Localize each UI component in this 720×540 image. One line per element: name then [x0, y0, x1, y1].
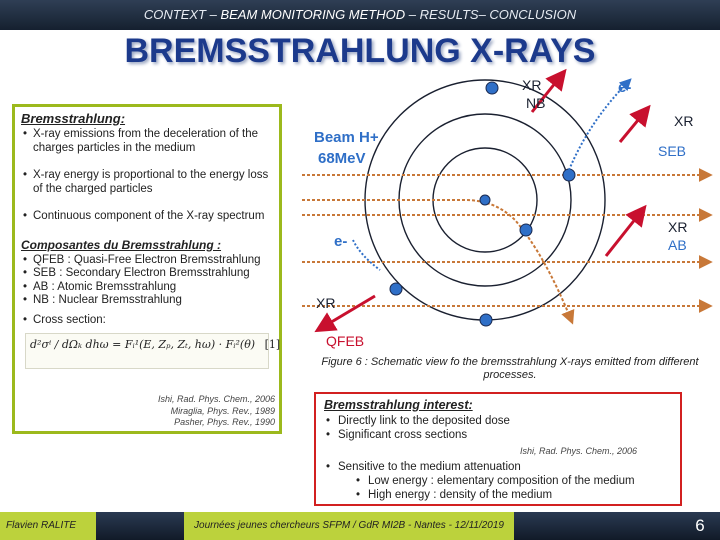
definition-item: • X-ray emissions from the deceleration of the charges particles in the medium: [33, 128, 273, 155]
nucleus: [480, 195, 490, 205]
nav-remaining: – RESULTS– CONCLUSION: [405, 7, 577, 22]
references: [120, 394, 275, 429]
electron: [486, 82, 498, 94]
electron: [520, 224, 532, 236]
slide-title: BREMSSTRAHLUNG X-RAYS: [124, 32, 596, 70]
energy-list: [21, 169, 273, 196]
component-item: • QFEB : Quasi-Free Electron Bremsstrahlung: [33, 254, 273, 268]
interest-reference: Ishi, Rad. Phys. Chem., 2006: [520, 446, 638, 456]
electrons: [390, 82, 575, 326]
label-xr-qfeb: XR: [316, 295, 336, 311]
definition-item: • Continuous component of the X-ray spectrum: [33, 210, 273, 224]
interest-item: • Sensitive to the medium attenuation: [324, 460, 672, 474]
nav-context: CONTEXT –: [143, 7, 221, 22]
label-electron-top: e-: [618, 79, 632, 96]
electron: [563, 169, 575, 181]
cross-section-formula: [25, 333, 281, 369]
spectrum-list: [21, 210, 273, 224]
xray-seb-arrow: [620, 108, 648, 142]
cross-section-label: • Cross section:: [33, 314, 273, 328]
formula-ref: [1]: [264, 338, 281, 351]
panel-heading: Bremsstrahlung:: [21, 111, 126, 126]
label-beam: Beam H+: [314, 129, 379, 146]
component-item: • AB : Atomic Bremsstrahlung: [33, 281, 273, 295]
label-xr-nb: XR: [522, 77, 542, 93]
bremsstrahlung-diagram: [290, 60, 720, 360]
formula-lhs: d²σⁱ / dΩₖ dhω: [30, 338, 109, 351]
reference-line: Pasher, Phys. Rev., 1990: [174, 417, 275, 427]
electron: [480, 314, 492, 326]
formula-rhs: = Fᵢ¹(E, Zₚ, Zₜ, hω) · Fᵢ²(θ): [112, 338, 256, 351]
definition-item: • X-ray energy is proportional to the energy loss of the charged particles: [33, 169, 273, 196]
electron: [390, 283, 402, 295]
electron-path-mid: [353, 240, 380, 270]
component-item: • SEB : Secondary Electron Bremsstrahlung: [33, 267, 273, 281]
label-xr-ab: XR: [668, 219, 688, 235]
components-heading: Composantes du Bremsstrahlung :: [21, 237, 222, 252]
page-number: 6: [695, 516, 705, 535]
component-item: • NB : Nuclear Bremsstrahlung: [33, 294, 273, 308]
label-seb: SEB: [658, 143, 687, 159]
bremsstrahlung-panel: [12, 104, 282, 434]
nav-current-section: BEAM MONITORING METHOD: [220, 7, 406, 22]
interest-item: • Significant cross sections: [324, 428, 672, 442]
footer-author: Flavien RALITE: [0, 512, 96, 540]
interest-subitem: • High energy : density of the medium: [324, 488, 672, 502]
interest-heading: Bremsstrahlung interest:: [324, 398, 473, 412]
figure-caption: Figure 6 : Schematic view fo the bremsstrahlung X-rays emitted from different processes.: [321, 356, 699, 381]
label-nb: NB: [526, 95, 546, 111]
definition-list: [21, 128, 273, 155]
label-ab: AB: [668, 237, 687, 253]
proton-tracks: [302, 175, 710, 322]
label-beam-energy: 68MeV: [318, 150, 366, 167]
interest-subitem: • Low energy : elementary composition of the medium: [324, 474, 672, 488]
label-qfeb: QFEB: [326, 333, 365, 349]
label-electron-mid: e-: [334, 233, 348, 250]
interest-item: • Directly link to the deposited dose: [324, 414, 672, 428]
components-list: [21, 254, 273, 308]
reference-line: Ishi, Rad. Phys. Chem., 2006: [157, 394, 275, 404]
footer-event: Journées jeunes chercheurs SFPM / GdR MI2B - Nantes - 12/11/2019: [184, 512, 514, 540]
label-xr-seb: XR: [674, 113, 694, 129]
top-navigation-bar: [0, 0, 720, 30]
cross-section-list: [21, 314, 273, 328]
reference-line: Miraglia, Phys. Rev., 1989: [170, 405, 275, 416]
